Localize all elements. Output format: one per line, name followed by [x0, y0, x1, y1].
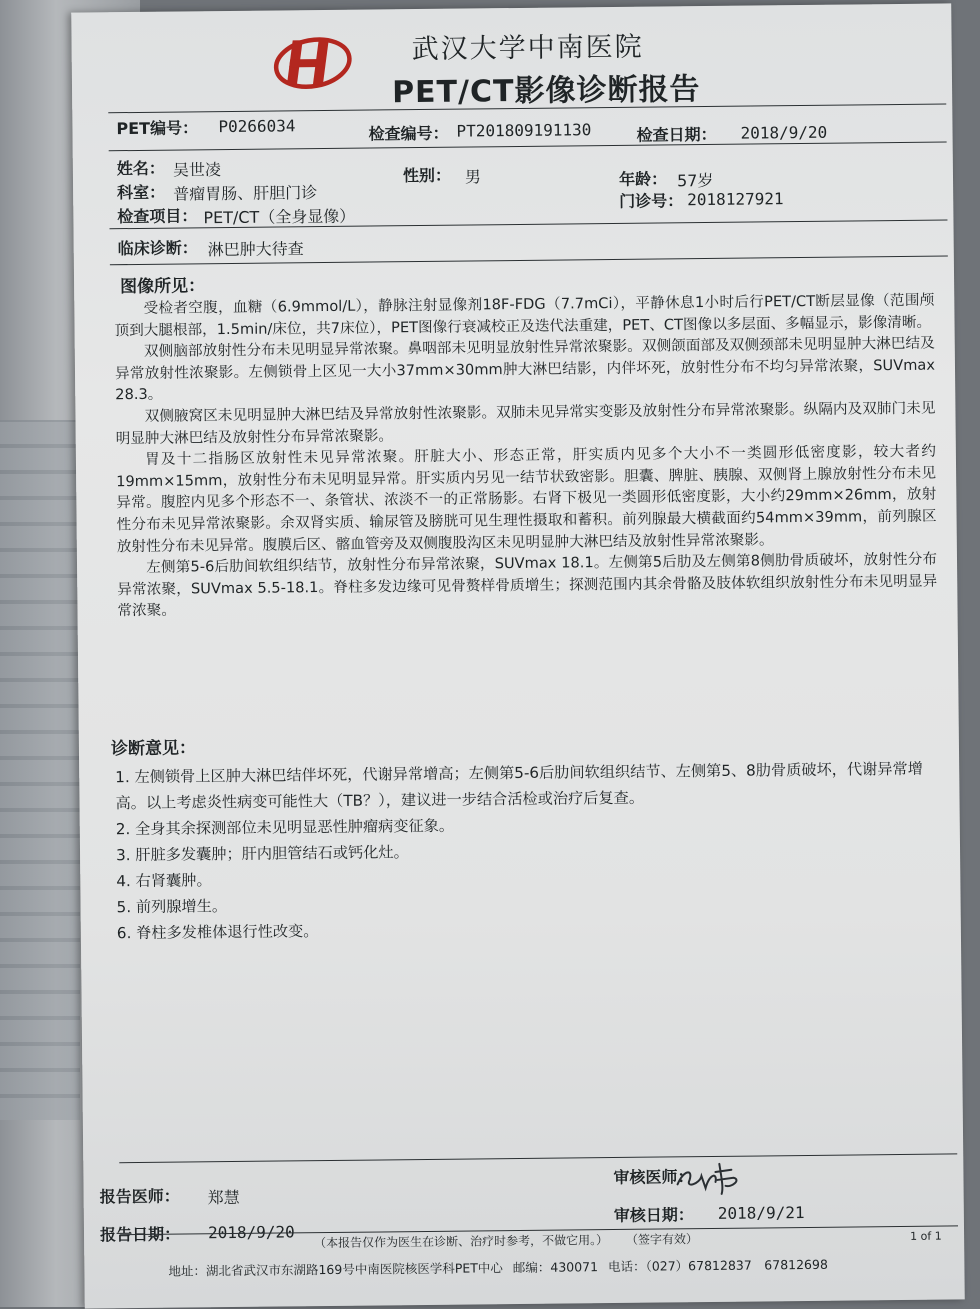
clinical-diagnosis-value: 淋巴肿大待查	[207, 239, 304, 260]
signature-icon	[671, 1154, 751, 1199]
findings-paragraph: 双侧腋窝区未见明显肿大淋巴结及异常放射性浓聚影。双肺未见异常实变影及放射性分布异常浓聚影。纵隔内及双肺门未见明显肿大淋巴结及放射性分布异常浓聚影。	[115, 399, 936, 447]
exam-no-label: 检查编号：	[368, 123, 449, 144]
findings-paragraph: 胃及十二指肠区放射性未见异常浓聚。肝脏大小、形态正常，肝实质内见多个大小不一类圆形低密度影，较大者约19mm×15mm，放射性分布未见明显异常。肝实质内另见一结节状致密影。胆囊、脾脏、胰腺、双侧肾上腺放射性分布未见异常。腹腔内见多个形态不一、条管状、浓淡不一的正常肠影。右肾下极见一类圆形低密度影，大小约29mm×26mm，放射性分布未见异常浓聚影。余双肾实质、输尿管及膀胱可见生理性摄取和蓄积。前列腺最大横截面约54mm×39mm，前列腺区放射性分布未见异常。腹膜后区、髂血管旁及双侧腹股沟区未见明显肿大淋巴结及放射性异常浓聚影。	[116, 442, 937, 555]
diagnosis-item: 6. 脊柱多发椎体退行性改变。	[116, 922, 319, 943]
reviewer-label: 审核医师：	[613, 1167, 694, 1188]
exam-item-value: PET/CT（全身显像）	[203, 206, 356, 228]
findings-paragraph: 双侧脑部放射性分布未见明显异常浓聚。鼻咽部未见明显放射性异常浓聚影。双侧颌面部及双侧颈部未见明显肿大淋巴结及异常放射性浓聚影。左侧锁骨上区见一大小37mm×30mm肿大淋巴结影，内伴坏死，放射性分布不均匀异常浓聚，SUVmax 28.3。	[114, 334, 936, 404]
disclaimer-note	[314, 1230, 698, 1251]
exam-no-value: PT201809191130	[456, 120, 592, 141]
report-sheet	[71, 3, 965, 1308]
address-line	[168, 1255, 834, 1280]
clinical-diagnosis-label: 临床诊断：	[117, 238, 198, 259]
diagnosis-item: 5. 前列腺增生。	[116, 897, 228, 917]
signature-valid-note: （签字有效）	[625, 1232, 699, 1247]
pet-no-label: PET编号：	[116, 118, 199, 139]
pet-no-value: P0266034	[218, 116, 296, 137]
disclaimer-text: （本报告仅作为医生在诊断、治疗时参考，不做它用。）	[314, 1233, 609, 1251]
gender-label: 性别：	[402, 165, 452, 186]
hospital-name: 武汉大学中南医院	[411, 31, 644, 66]
diagnosis-list	[115, 756, 937, 947]
diagnosis-heading: 诊断意见：	[110, 738, 197, 760]
review-date-label: 审核日期：	[613, 1205, 694, 1226]
findings-text	[114, 290, 937, 622]
diagnosis-item: 2. 全身其余探测部位未见明显恶性肿瘤病变征象。	[115, 816, 455, 839]
exam-item-label: 检查项目：	[117, 206, 198, 227]
age-value: 57岁	[676, 170, 714, 191]
report-date-value: 2018/9/20	[207, 1222, 295, 1243]
clinic-no-label: 门诊号：	[619, 191, 684, 211]
address-text: 地址：湖北省武汉市东湖路169号中南医院核医学科PET中心	[168, 1260, 503, 1279]
phone-text: 电话：（027）67812837 67812698	[607, 1256, 828, 1275]
name-value: 吴世凌	[172, 160, 222, 180]
postcode-text: 邮编：430071	[512, 1259, 599, 1276]
clinic-no-value: 2018127921	[687, 189, 784, 210]
report-title: PET/CT影像诊断报告	[391, 72, 701, 111]
findings-paragraph: 受检者空腹，血糖（6.9mmol/L），静脉注射显像剂18F-FDG（7.7mCi），平静休息1小时后行PET/CT断层显像（范围颅顶到大腿根部，1.5min/床位，共7床位），PET图像行衰减校正及迭代法重建，PET、CT图像以多层面、多幅显示，影像清晰。	[114, 291, 935, 339]
report-doctor-value: 郑慧	[207, 1187, 240, 1208]
review-date-value: 2018/9/21	[717, 1203, 805, 1223]
findings-paragraph: 左侧第5-6后肋间软组织结节，放射性分布异常浓聚，SUVmax 18.1。左侧第5后肋及左侧第8侧肋骨质破坏，放射性分布异常浓聚，SUVmax 5.5-18.1。脊柱多发边缘可见骨赘样骨质增生；探测范围内其余骨骼及肢体软组织放射性分布未见明显异常浓聚。	[117, 550, 938, 620]
dept-label: 科室：	[117, 182, 166, 203]
name-label: 姓名：	[116, 158, 165, 179]
diagnosis-item: 4. 右肾囊肿。	[116, 871, 212, 891]
background-book-image	[0, 420, 80, 1120]
age-label: 年龄：	[618, 169, 668, 189]
gender-value: 男	[464, 167, 482, 187]
page-number: 1 of 1	[910, 1229, 942, 1243]
report-date-label: 报告日期：	[99, 1224, 181, 1245]
diagnosis-item: 1. 左侧锁骨上区肿大淋巴结伴坏死，代谢异常增高；左侧第5-6后肋间软组织结节、左侧第5、8肋骨质破坏，代谢异常增高。以上考虑炎性病变可能性大（TB？），建议进一步结合活检或治疗后复查。	[115, 759, 923, 813]
divider	[119, 1153, 957, 1163]
exam-date-value: 2018/9/20	[740, 122, 828, 143]
exam-date-label: 检查日期：	[636, 124, 717, 145]
dept-value: 普瘤胃肠、肝胆门诊	[173, 183, 318, 204]
divider	[109, 141, 947, 151]
hospital-logo-icon	[271, 34, 354, 93]
findings-heading: 图像所见：	[120, 276, 206, 298]
diagnosis-item: 3. 肝脏多发囊肿；肝内胆管结石或钙化灶。	[115, 843, 409, 865]
report-doctor-label: 报告医师：	[99, 1186, 180, 1207]
